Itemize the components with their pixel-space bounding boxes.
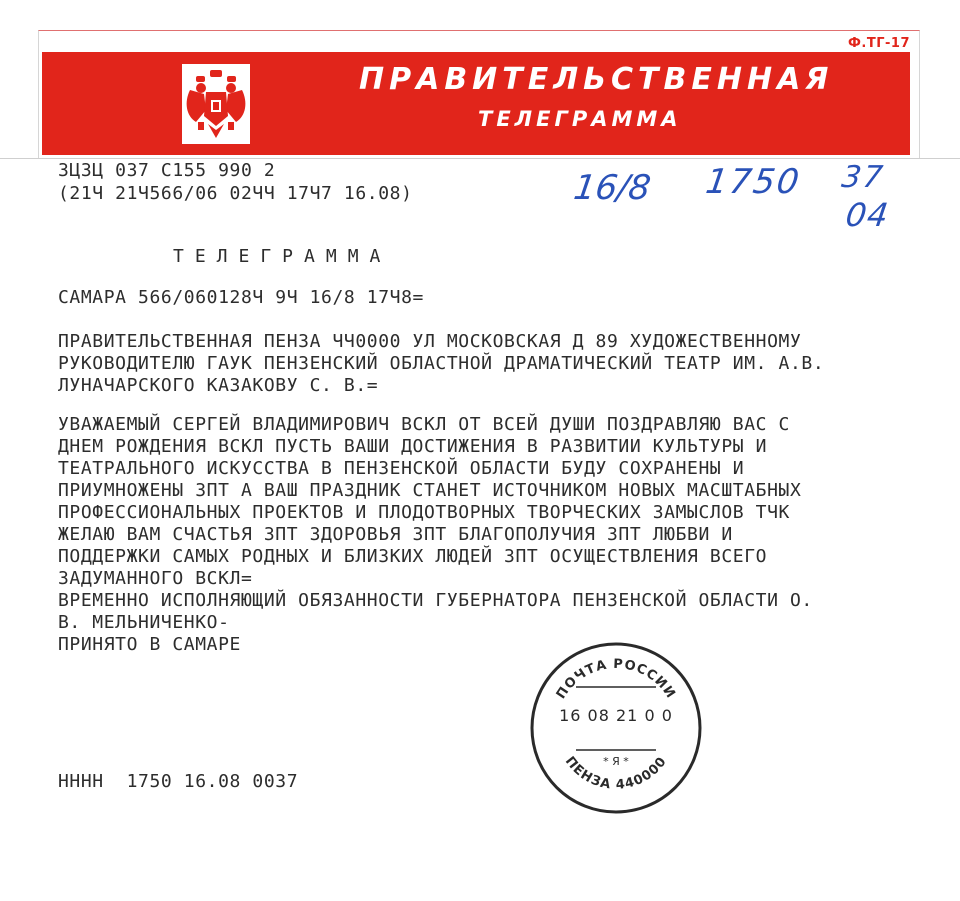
received-line: ПРИНЯТО В САМАРЕ [58, 634, 241, 655]
service-line-2: (21Ч 21Ч566/06 02ЧЧ 17Ч7 16.08) [58, 183, 413, 204]
origin-line: САМАРА 566/060128Ч 9Ч 16/8 17Ч8= [58, 287, 424, 308]
service-line-1: ЗЦЗЦ 037 С155 990 2 [58, 160, 276, 181]
body-line: ПОДДЕРЖКИ САМЫХ РОДНЫХ И БЛИЗКИХ ЛЮДЕЙ ЗПТ ОСУЩЕСТВЛЕНИЯ ВСЕГО [58, 546, 768, 567]
signature-line: ВРЕМЕННО ИСПОЛНЯЮЩИЙ ОБЯЗАННОСТИ ГУБЕРНАТОРА ПЕНЗЕНСКОЙ ОБЛАСТИ О. [58, 590, 813, 611]
body-line: ЗАДУМАННОГО ВСКЛ= [58, 568, 253, 589]
address-line: ЛУНАЧАРСКОГО КАЗАКОВУ С. В.= [58, 375, 379, 396]
footer-line: НННН 1750 16.08 0037 [58, 771, 299, 792]
body-line: ПРОФЕССИОНАЛЬНЫХ ПРОЕКТОВ И ПЛОДОТВОРНЫХ ТВОРЧЕСКИХ ЗАМЫСЛОВ ТЧК [58, 502, 790, 523]
form-header [42, 52, 910, 155]
telegram-heading: ТЕЛЕГРАММА [173, 246, 392, 267]
form-subtitle: ТЕЛЕГРАММА [478, 107, 682, 131]
stamp-bottom-text: ПЕНЗА 440000 [561, 754, 671, 793]
body-line: ДНЕМ РОЖДЕНИЯ ВСКЛ ПУСТЬ ВАШИ ДОСТИЖЕНИЯ В РАЗВИТИИ КУЛЬТУРЫ И [58, 436, 768, 457]
handwritten-number-top: 37 [839, 160, 887, 195]
coat-of-arms-icon [182, 64, 250, 144]
form-code: Ф.ТГ-17 [848, 36, 910, 51]
body-line: УВАЖАЕМЫЙ СЕРГЕЙ ВЛАДИМИРОВИЧ ВСКЛ ОТ ВСЕЙ ДУШИ ПОЗДРАВЛЯЮ ВАС С [58, 414, 790, 435]
stamp-mark: * Я * [603, 755, 629, 768]
address-line: РУКОВОДИТЕЛЮ ГАУК ПЕНЗЕНСКИЙ ОБЛАСТНОЙ ДРАМАТИЧЕСКИЙ ТЕАТР ИМ. А.В. [58, 353, 825, 374]
handwritten-time: 1750 [703, 162, 804, 202]
stamp-date: 16 08 21 0 0 [559, 706, 673, 725]
body-line: ПРИУМНОЖЕНЫ ЗПТ А ВАШ ПРАЗДНИК СТАНЕТ ИСТОЧНИКОМ НОВЫХ МАСШТАБНЫХ [58, 480, 802, 501]
signature-line: В. МЕЛЬНИЧЕНКО- [58, 612, 230, 633]
postmark-stamp [528, 640, 704, 816]
stamp-top-text: ПОЧТА РОССИИ [553, 656, 679, 702]
form-title: ПРАВИТЕЛЬСТВЕННАЯ [359, 62, 834, 97]
handwritten-number-bottom: 04 [843, 196, 892, 234]
body-line: ТЕАТРАЛЬНОГО ИСКУССТВА В ПЕНЗЕНСКОЙ ОБЛАСТИ БУДУ СОХРАНЕНЫ И [58, 458, 745, 479]
body-line: ЖЕЛАЮ ВАМ СЧАСТЬЯ ЗПТ ЗДОРОВЬЯ ЗПТ БЛАГОПОЛУЧИЯ ЗПТ ЛЮБВИ И [58, 524, 733, 545]
handwritten-date: 16/8 [571, 168, 654, 208]
address-line: ПРАВИТЕЛЬСТВЕННАЯ ПЕНЗА ЧЧ0000 УЛ МОСКОВСКАЯ Д 89 ХУДОЖЕСТВЕННОМУ [58, 331, 802, 352]
